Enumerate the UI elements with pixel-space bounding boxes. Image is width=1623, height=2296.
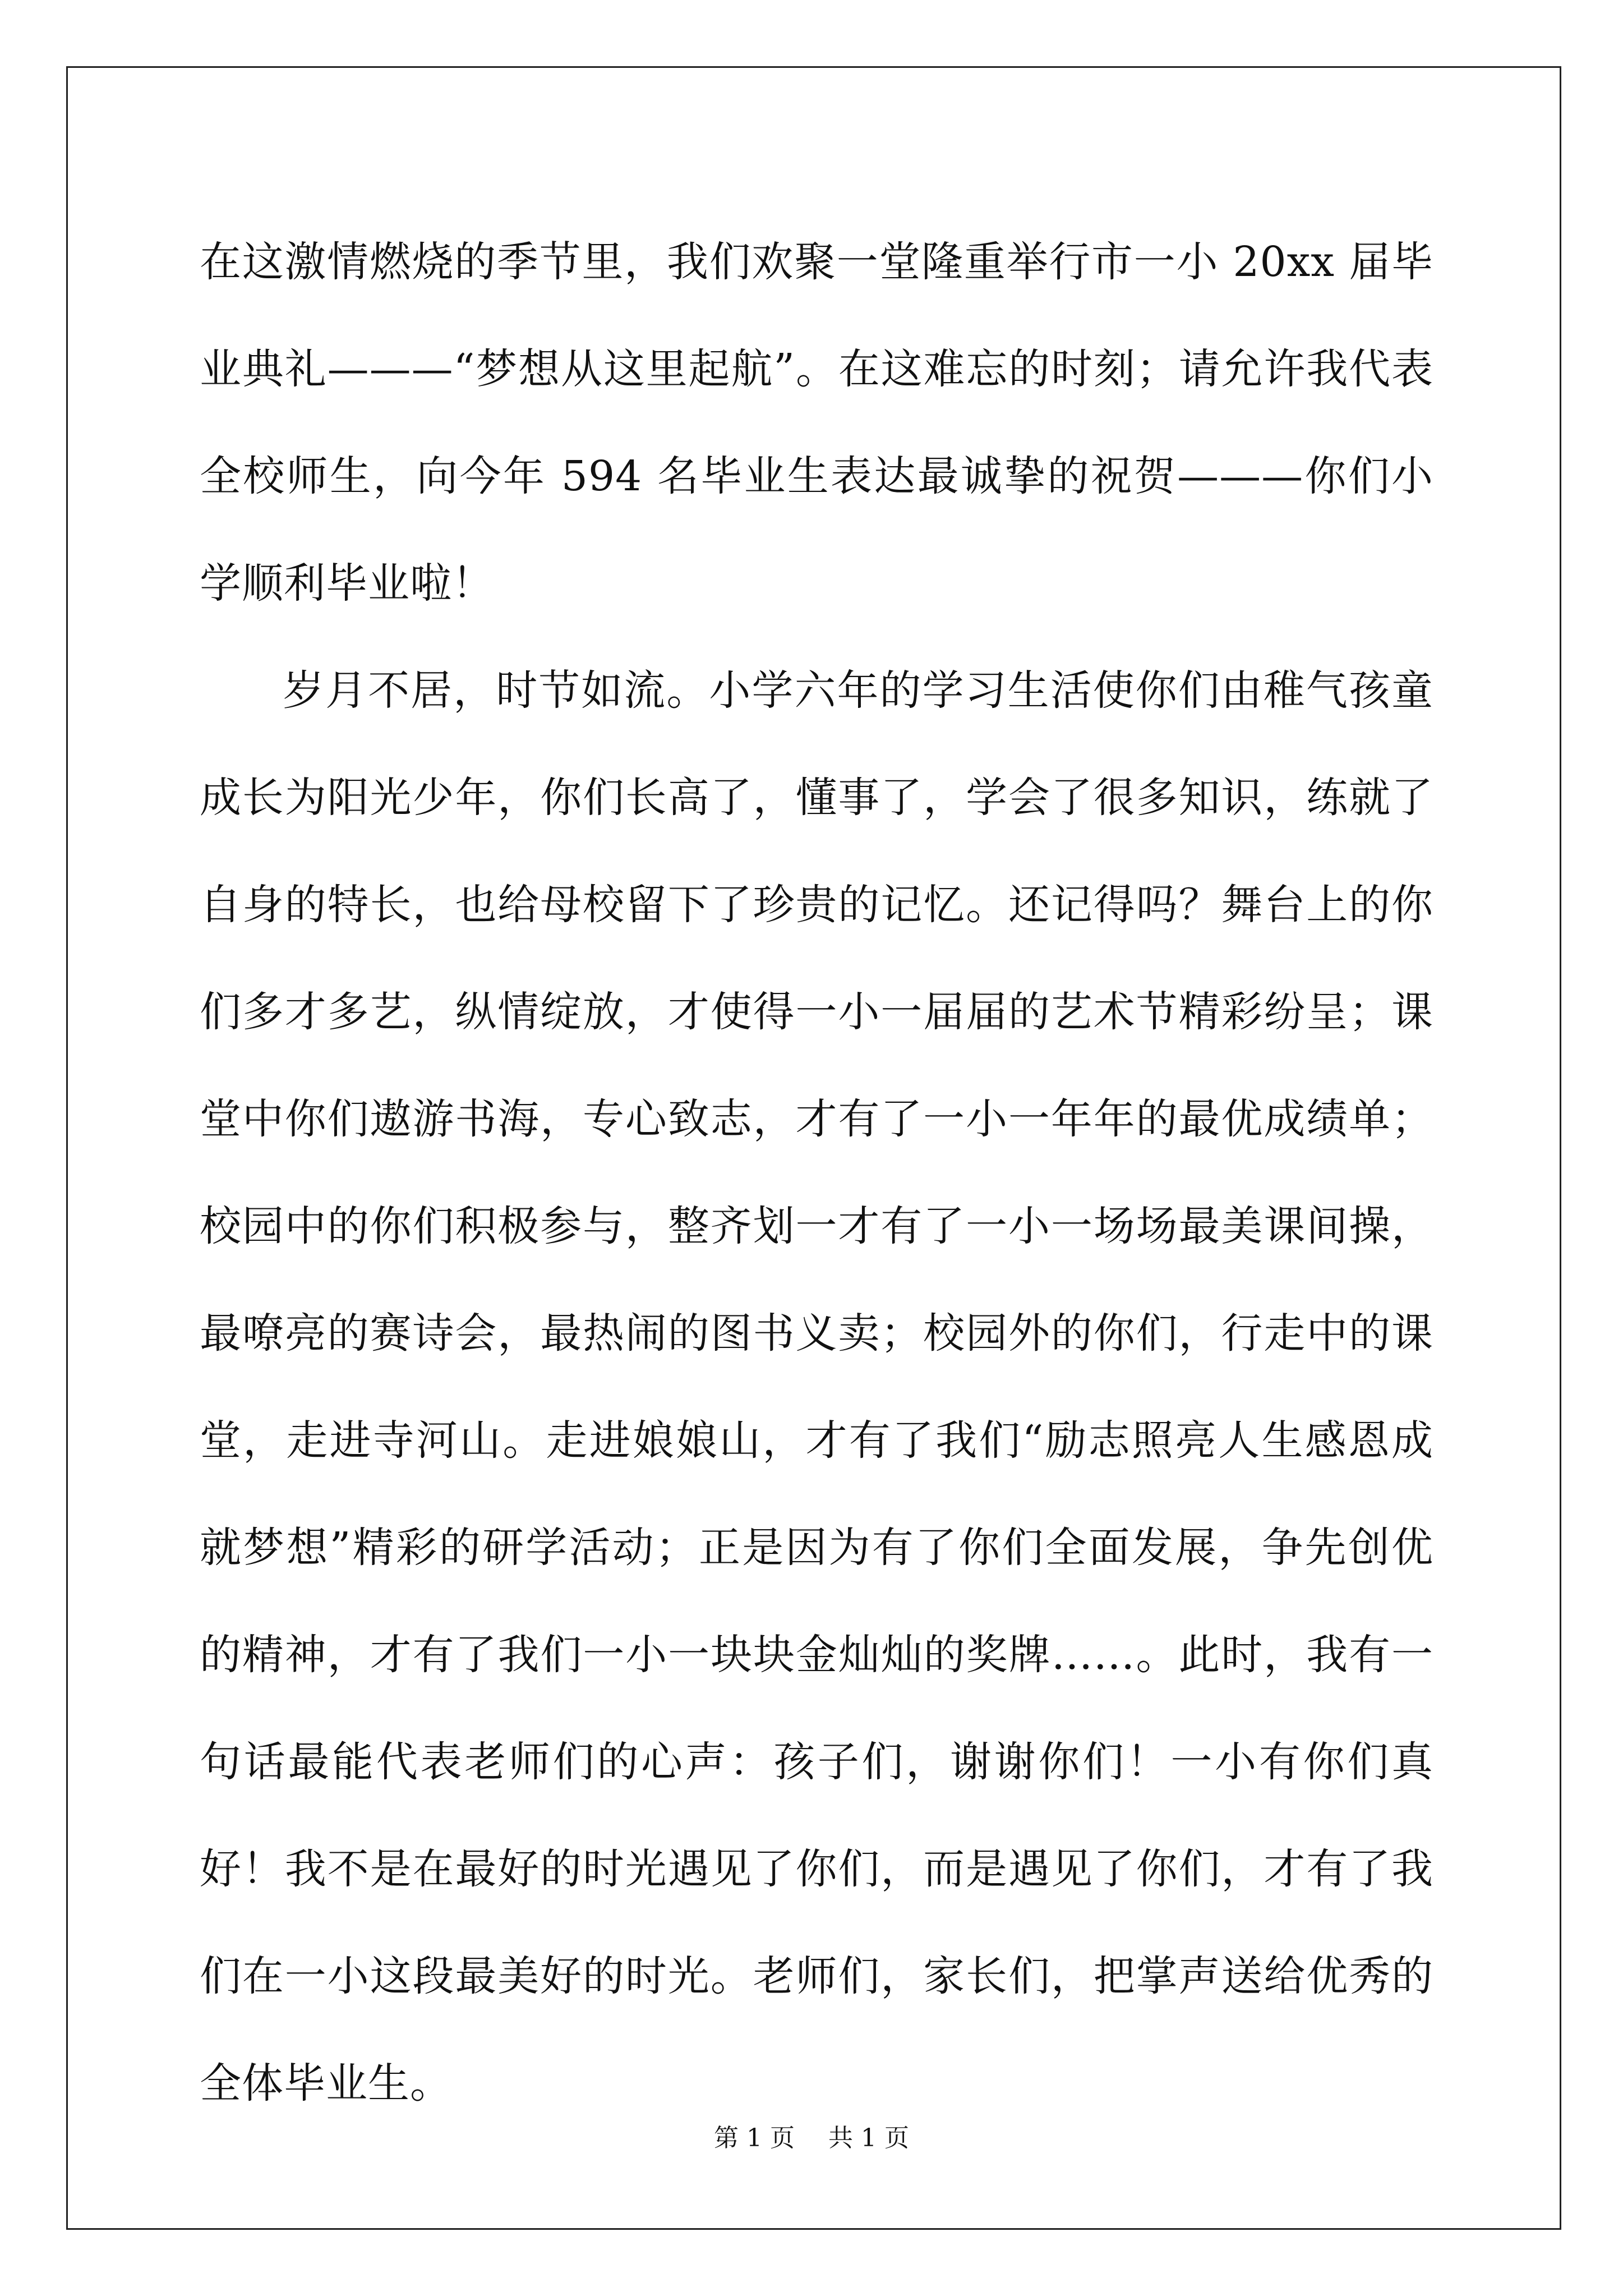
paragraph-main: 岁月不居，时节如流。小学六年的学习生活使你们由稚气孩童成长为阳光少年，你们长高了，懂事了，学会了很多知识，练就了自身的特长，也给母校留下了珍贵的记忆。还记得吗？舞台上的你们多才多艺，纵情绽放，才使得一小一届届的艺术节精彩纷呈；课堂中你们遨游书海，专心致志，才有了一小一年年的最优成绩单；校园中的你们积极参与，整齐划一才有了一小一场场最美课间操，最嘹亮的赛诗会，最热闹的图书义卖；校园外的你们，行走中的课堂，走进寺河山。走进娘娘山，才有了我们“励志照亮人生感恩成就梦想”精彩的研学活动；正是因为有了你们全面发展，争先创优的精神，才有了我们一小一块块金灿灿的奖牌……。此时，我有一句话最能代表老师们的心声：孩子们，谢谢你们！一小有你们真好！我不是在最好的时光遇见了你们，而是遇见了你们，才有了我们在一小这段最美好的时光。老师们，家长们，把掌声送给优秀的全体毕业生。 (200, 666, 1433, 2108)
page-total: 共 1 页 (828, 2124, 909, 2152)
page-footer (0, 2122, 1623, 2155)
paragraph-opening: 在这激情燃烧的季节里，我们欢聚一堂隆重举行市一小 20xx 届毕业典礼———“梦想从这里起航”。在这难忘的时刻；请允许我代表全校师生，向今年 594 名毕业生表达最诚挚的祝贺———你们小学顺利毕业啦！ (200, 238, 1433, 608)
page-number: 第 1 页 (714, 2124, 795, 2152)
document-body (200, 209, 1433, 2137)
